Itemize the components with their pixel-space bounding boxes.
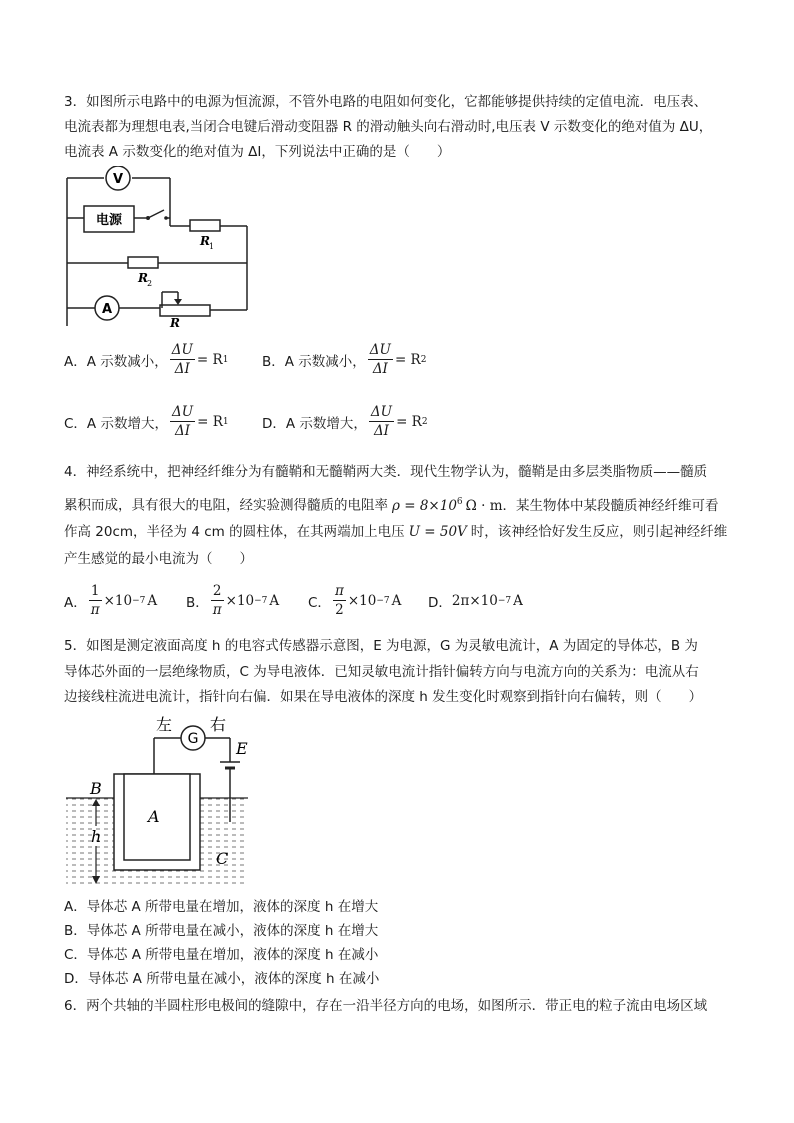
r2-label: R (138, 271, 148, 285)
q3-option-c-text: C．A 示数增大， (64, 415, 168, 432)
q3-option-d-resistor: = R (396, 413, 422, 430)
q4-text-line3 (64, 522, 727, 542)
q4-text-line1: 4．神经系统中，把神经纤维分为有髓鞘和无髓鞘两大类．现代生物学认为，髓鞘是由多层类脂物质——髓质 (64, 464, 708, 480)
q4-option-b-fraction: $\frac{2}{\pi}$ (212, 583, 222, 618)
q3-option-d-text: D．A 示数增大， (262, 415, 367, 432)
q3-option-b-resistor: = R (394, 351, 421, 368)
delta-ratio-fraction: $\frac{\Delta U}{\Delta I}$ (171, 404, 194, 439)
r2-subscript: 2 (147, 279, 153, 288)
q4-line2-part1: 累积而成，具有很大的电阻，经实验测得髓质的电阻率 (64, 497, 388, 514)
q4-option-a-power: ×10 (103, 592, 133, 609)
q3-option-b-sub: 2 (420, 354, 427, 365)
q4-option-c-power: ×10 (347, 592, 377, 609)
rheostat-r (160, 305, 210, 316)
q4-option-d-exp: −7 (497, 596, 512, 606)
q6-text-line1: 6．两个共轴的半圆柱形电极间的缝隙中，存在一沿半径方向的电场，如图所示．带正电的粒子流由电场区域 (64, 998, 708, 1014)
q3-text-line2: 电流表都为理想电表,当闭合电键后滑动变阻器 R 的滑动触头向右滑动时,电压表 V 示数变化的绝对值为 ΔU， (64, 119, 713, 135)
q4-option-b-power: ×10 (225, 592, 255, 609)
resistivity-value: ρ = 8×10 (392, 497, 457, 514)
q3-option-a[interactable] (64, 341, 228, 378)
resistor-r1 (190, 220, 220, 231)
q3-text-line1: 3．如图所示电路中的电源为恒流源，不管外电路的电阻如何变化，它都能够提供持续的定值电流．电压表、 (64, 94, 708, 110)
q4-text-line4: 产生感觉的最小电流为（ ） (64, 551, 253, 567)
delta-ratio-fraction: $\frac{\Delta U}{\Delta I}$ (369, 342, 391, 377)
q3-circuit-diagram (64, 166, 250, 328)
q4-option-c-unit: A (391, 592, 402, 609)
delta-ratio-fraction: $\frac{\Delta U}{\Delta I}$ (171, 342, 193, 377)
r1-label: R (200, 234, 210, 248)
q5-text-line1: 5．如图是测定液面高度 h 的电容式传感器示意图，E 为电源，G 为灵敏电流计，A 为固定的导体芯，B 为 (64, 638, 698, 654)
q5-option-a[interactable]: A．导体芯 A 所带电量在增加，液体的深度 h 在增大 (64, 899, 379, 915)
ammeter-label: A (101, 302, 113, 317)
power-source-label: 电源 (95, 213, 123, 228)
left-terminal-label: 左 (156, 715, 173, 734)
source-e-label: E (236, 739, 248, 758)
q3-text-line3: 电流表 A 示数变化的绝对值为 ΔI，下列说法中正确的是（ ） (64, 144, 451, 160)
q5-sensor-diagram (64, 712, 254, 888)
liquid-c-label: C (216, 849, 229, 868)
q5-option-d[interactable]: D．导体芯 A 所带电量在减小，液体的深度 h 在减小 (64, 971, 380, 987)
q5-option-b[interactable]: B．导体芯 A 所带电量在减小，液体的深度 h 在增大 (64, 923, 379, 939)
voltmeter-label: V (112, 172, 124, 187)
insulator-b-label: B (90, 779, 102, 798)
q3-option-c[interactable] (64, 403, 229, 440)
q3-option-a-sub: 1 (222, 354, 229, 365)
q4-option-b-unit: A (269, 592, 280, 609)
q5-text-line3: 边接线柱流进电流计，指针向右偏．如果在导电液体的深度 h 发生变化时观察到指针向右偏转，则（ ） (64, 689, 703, 705)
q4-option-a-unit: A (147, 592, 158, 609)
q4-option-a-fraction: $\frac{1}{\pi}$ (90, 583, 100, 618)
voltage-value: U = 50V (408, 524, 467, 540)
q4-option-b-exp: −7 (254, 595, 268, 606)
q5-text-line2: 导体芯外面的一层绝缘物质，C 为导电液体．已知灵敏电流计指针偏转方向与电流方向的关系为：电流从右 (64, 664, 699, 680)
q4-option-c-fraction: $\frac{\pi}{2}$ (334, 583, 344, 618)
resistor-r2 (128, 257, 158, 268)
q3-option-c-sub: 1 (222, 416, 229, 427)
r1-subscript: 1 (209, 242, 215, 251)
q4-option-c[interactable] (308, 582, 401, 619)
q4-option-d-power: 2π×10 (451, 593, 498, 609)
rheostat-label: R (170, 316, 180, 328)
q3-option-d-sub: 2 (421, 416, 428, 427)
right-terminal-label: 右 (210, 715, 227, 734)
q4-line2-part3: Ω · m．某生物体中某段髓质神经纤维可看 (465, 497, 719, 514)
core-a-label: A (148, 807, 160, 826)
q4-option-b[interactable] (186, 582, 279, 619)
q5-option-c[interactable]: C．导体芯 A 所带电量在增加，液体的深度 h 在减小 (64, 947, 379, 963)
q4-option-d-unit: A (513, 593, 523, 609)
depth-h-label: h (91, 827, 102, 846)
q3-option-a-text: A．A 示数减小， (64, 353, 168, 370)
q4-option-d-label: D． (428, 595, 452, 611)
q4-option-c-exp: −7 (376, 595, 390, 606)
q4-option-c-label: C． (308, 594, 331, 611)
galvanometer-label: G (187, 731, 199, 747)
delta-ratio-fraction: $\frac{\Delta U}{\Delta I}$ (370, 404, 393, 439)
q4-option-d[interactable] (428, 591, 523, 611)
q3-option-b-text: B．A 示数减小， (262, 353, 366, 370)
q3-option-c-resistor: = R (197, 413, 223, 430)
q4-option-a-exp: −7 (132, 595, 146, 606)
q4-line3-part1: 作高 20cm，半径为 4 cm 的圆柱体，在其两端加上电压 (64, 524, 405, 540)
q3-option-a-resistor: = R (196, 351, 223, 368)
q3-option-b[interactable] (262, 341, 426, 378)
q4-line3-part3: 时，该神经恰好发生反应，则引起神经纤维 (470, 524, 728, 540)
q3-option-d[interactable] (262, 403, 428, 440)
resistivity-exponent: 6 (456, 497, 463, 507)
q4-option-a[interactable] (64, 582, 157, 619)
q4-text-line2 (64, 492, 719, 516)
q4-option-b-label: B． (186, 594, 209, 611)
q4-option-a-label: A． (64, 594, 87, 611)
